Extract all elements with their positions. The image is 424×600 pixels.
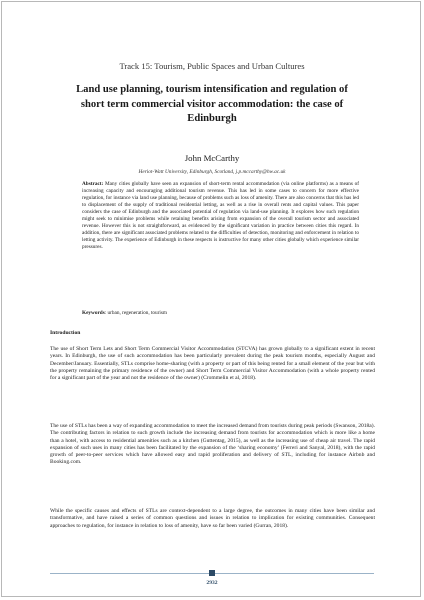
abstract-text: Many cities globally have seen an expansion of short-term rental accommodation (via online platforms) as a means of increasing capacity and encouraging additional tourism revenue. This has led in some cases to concern for more effective regulation, for instance via land use planning, because of problems such as loss of amenity. There are also concerns that this has led to displacement of the supply of traditional residential letting, as well as a rise in overall rents and capital values. This paper considers the case of Edinburgh and the associated potential of regulation via land-use planning. It explores how such regulation might seek to minimise problems while retaining benefits arising from expansion of the overall tourism sector and associated revenue. However this is not straightforward, as evidenced by the significant variation in practice between cities this regard. In addition, there are significant associated problems related to the difficulties of detection, monitoring and enforcement in relation to letting activity. The experience of Edinburgh in these respects is instructive for many other cities globally which experience similar pressures. (82, 181, 359, 251)
body-paragraph-3: While the specific causes and effects of STLs are context-dependent to a large degree, the outcomes in many cities have been similar and transformative, and have raised a series of common questions and issues in relation to implication for existing communities. Consequent approaches to regulation, for instance in relation to loss of amenity, have so far been varied (Gurran, 2018). (50, 508, 375, 529)
track-heading: Track 15: Tourism, Public Spaces and Urban Cultures (119, 61, 305, 71)
abstract-label: Abstract: (82, 181, 104, 187)
introduction-heading: Introduction (50, 330, 81, 336)
body-paragraph-2: The use of STLs has been a way of expanding accommodation to meet the increased demand from tourists during peak periods (Swanson, 2018a). The contributing factors in relation to such growth include the increasing demand from tourists for accommodation which is more like a home than a hotel, with access to residential amenities such as a kitchen (Guttentag, 2015), as well as the increasing use of cheap air travel. The rapid expansion of such uses in many cities has been facilitated by the expansion of the ‘sharing economy’ (Ferreri and Sanyal, 2018), with the rapid growth of peer-to-peer services which have allowed easy and rapid proliferation and delivery of STL, including for instance Airbnb and Booking.com. (50, 423, 375, 466)
abstract (82, 181, 359, 251)
keywords-label: Keywords (82, 310, 105, 316)
keywords (82, 310, 359, 316)
body-paragraph-1: The use of Short Term Lets and Short Term Commercial Visitor Accommodation (STCVA) has grown globally to a significant extent in recent years. In Edinburgh, the use of such accommodation has been particularly prevalent during the peak tourism months, especially August and December/January. Essentially, STLs comprise home-sharing (with a property or part of this being rented for a small element of the year but with the property remaining the primary residence of the owner) and Short Term Commercial Visitor Accommodation (with a whole property rented for a significant part of the year and not the residence of the owner) (Crommelin et al, 2018). (50, 346, 375, 382)
paper-title: Land use planning, tourism intensification and regulation of short term commercial visitor accommodation: the case of Edinburgh (76, 84, 348, 125)
page-footer-bar (0, 570, 424, 578)
keywords-text: : urban, regeneration, tourism (104, 310, 168, 316)
author-name: John McCarthy (184, 153, 240, 163)
author-affiliation: Heriot-Watt University, Edinburgh, Scotland, j.p.mccarthy@hw.ac.uk (138, 169, 286, 175)
footer-marker (209, 570, 215, 576)
page-number: 2932 (206, 580, 218, 586)
